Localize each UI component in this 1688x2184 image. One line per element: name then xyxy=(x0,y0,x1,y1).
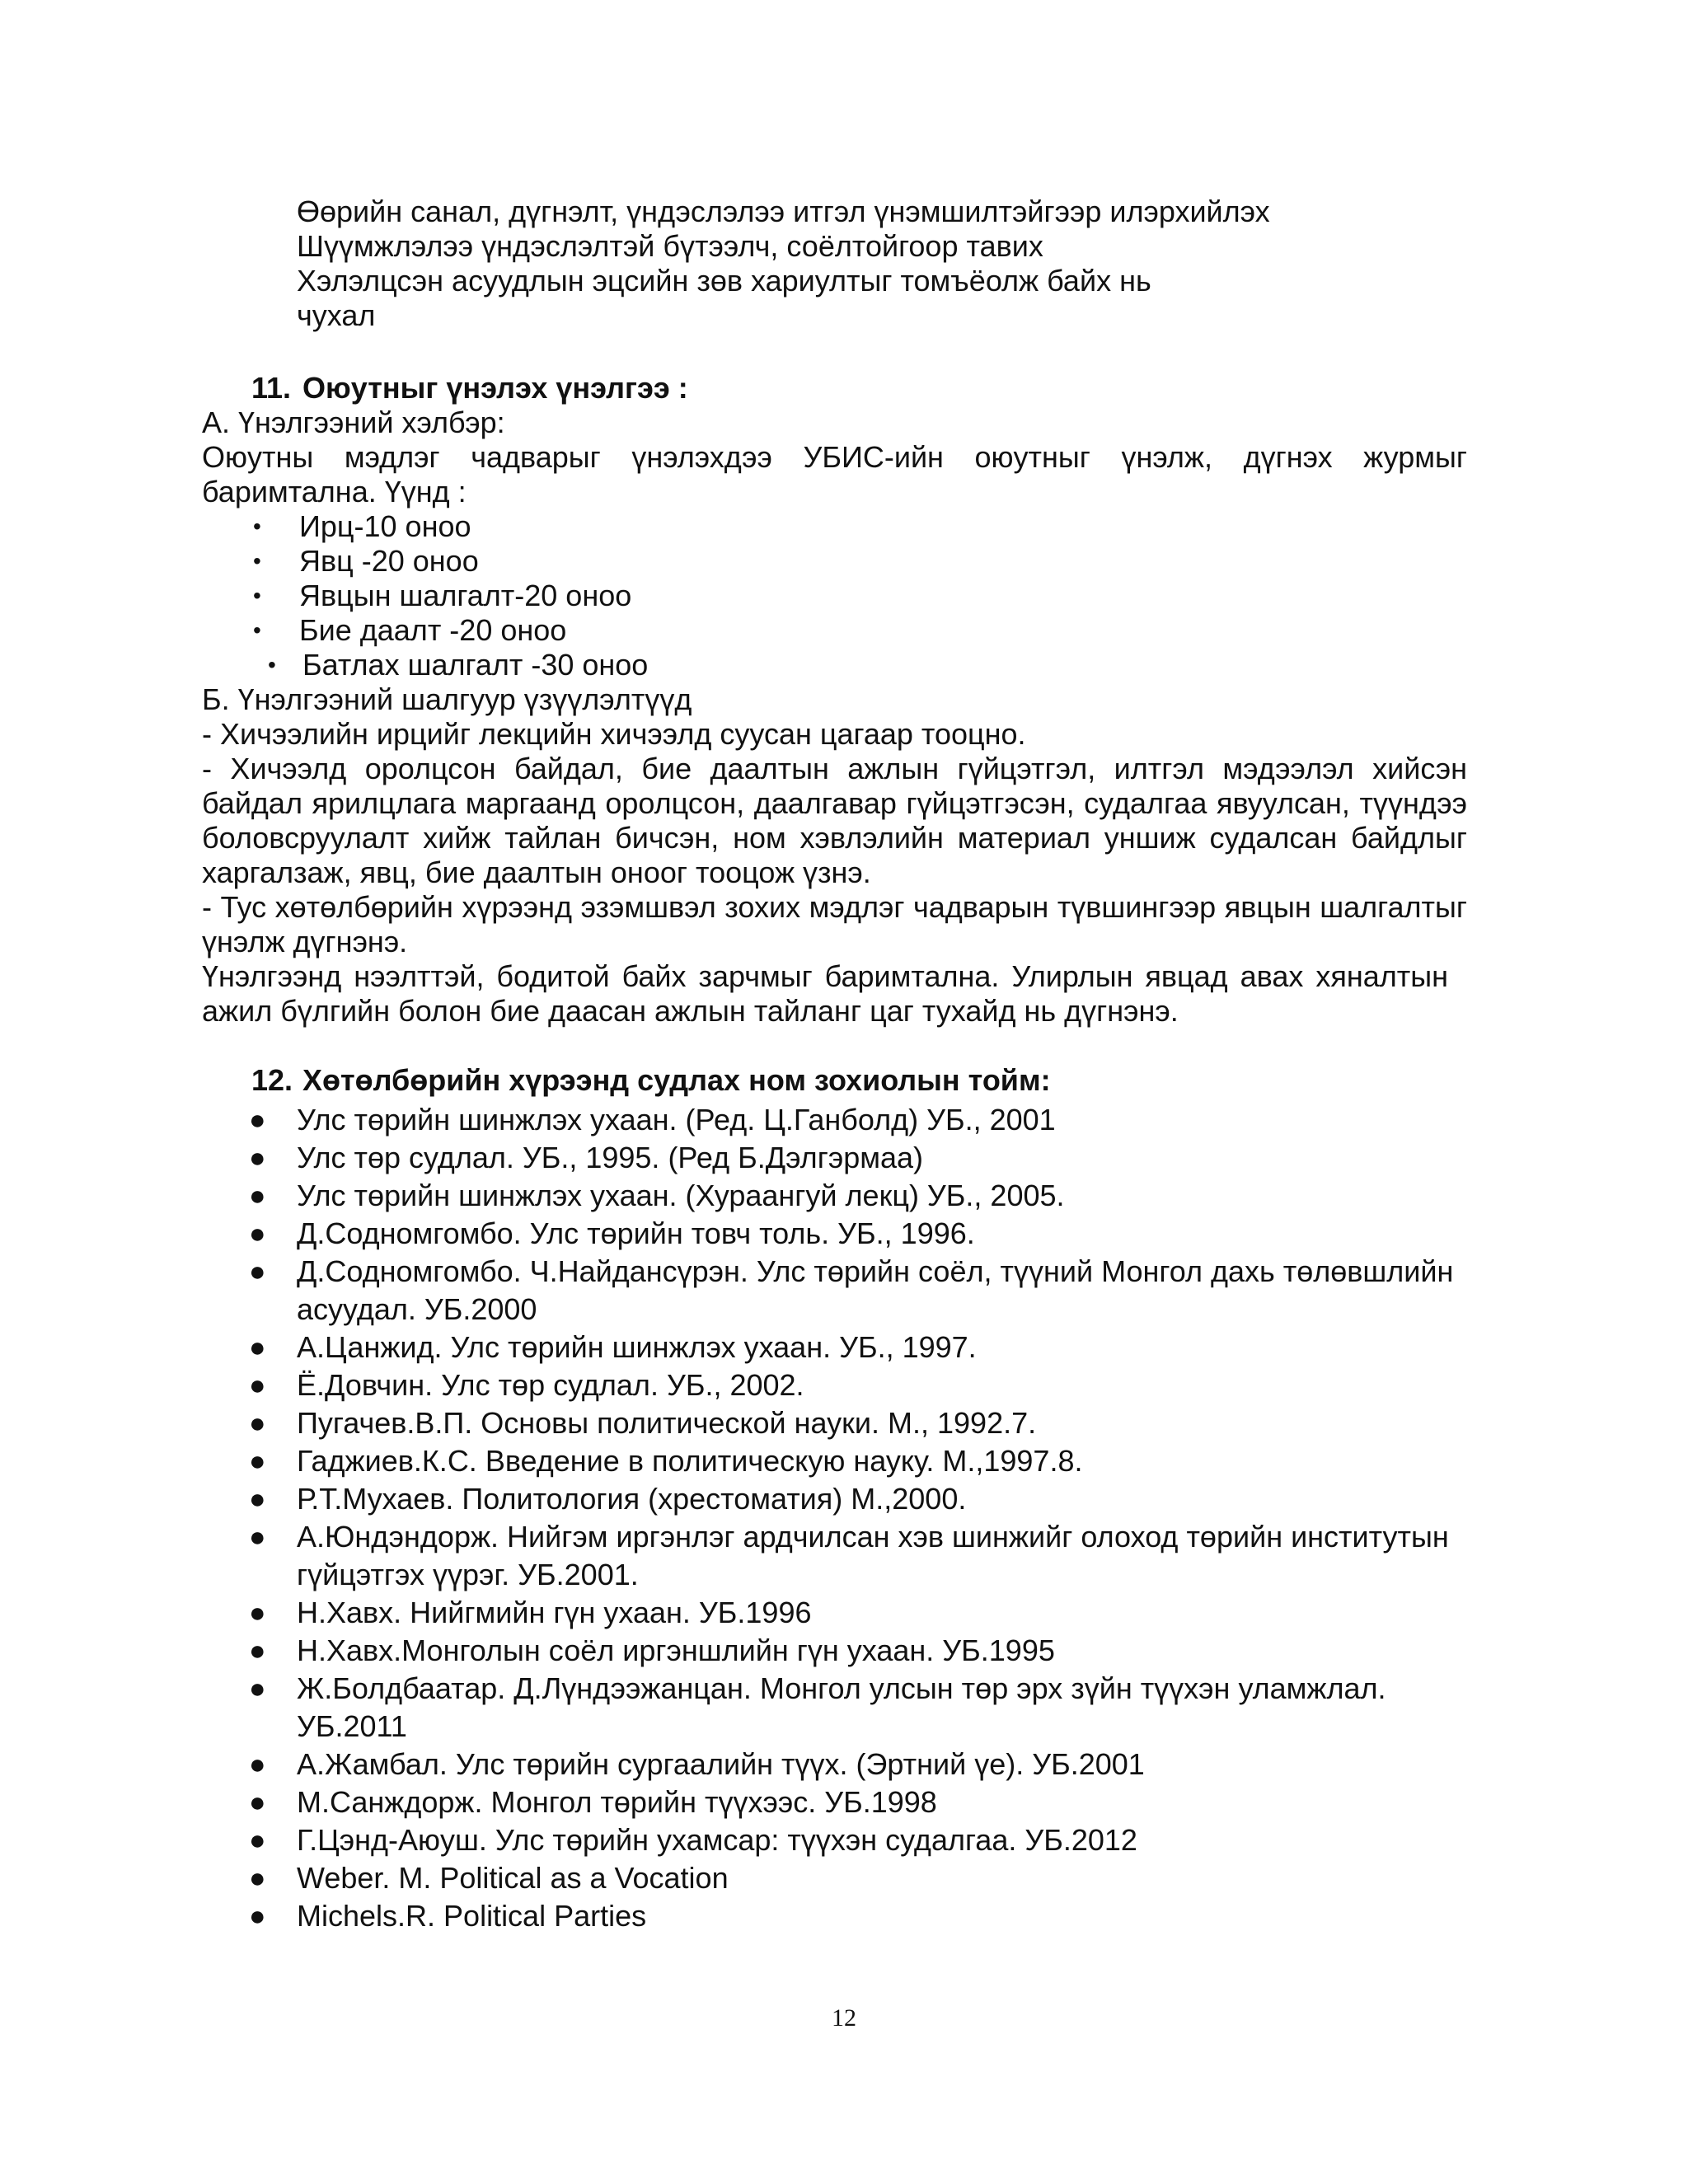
reference-item: ● Гаджиев.К.С. Введение в политическую науку. М.,1997.8. xyxy=(202,1442,1488,1480)
bullet-icon: ● xyxy=(249,1483,266,1515)
reference-item: ● А.Юндэндорж. Нийгэм иргэнлэг ардчилсан хэв шинжийг олоход төрийн институтын гүйцэтгэх үүрэг. УБ.2001. xyxy=(249,1520,1449,1591)
bullet-icon: ● xyxy=(249,1218,266,1249)
section-12-title: Хөтөлбөрийн хүрээнд судлах ном зохиолын тойм: xyxy=(302,1063,1051,1097)
intro-lines xyxy=(297,194,1533,333)
reference-item: ● Ж.Болдбаатар. Д.Лүндээжанцан. Монгол улсын төр эрх зүйн түүхэн уламжлал. УБ.2011 xyxy=(249,1671,1386,1743)
reference-item: ● Г.Цэнд-Аюуш. Улс төрийн ухамсар: түүхэн судалгаа. УБ.2012 xyxy=(202,1821,1488,1859)
intro-line: Шүүмжлэлээ үндэслэлтэй бүтээлч, соёлтойгоор тавих xyxy=(297,229,1043,263)
reference-item: ● Ё.Довчин. Улс төр судлал. УБ., 2002. xyxy=(202,1366,1488,1404)
bullet-icon: ● xyxy=(249,1635,266,1666)
bullet-icon: ● xyxy=(249,1900,266,1932)
section-12-number: 12. xyxy=(251,1063,293,1097)
bullet-icon: ● xyxy=(249,1408,266,1439)
subsection-b-title: Б. Үнэлгээний шалгуур үзүүлэлтүүд xyxy=(202,682,692,716)
intro-line: чухал xyxy=(297,298,376,332)
bullet-icon: • xyxy=(253,513,261,539)
page-number: 12 xyxy=(832,2004,856,2032)
section-11-title: Оюутныг үнэлэх үнэлгээ : xyxy=(302,371,688,405)
criteria-paragraph: - Хичээлд оролцсон байдал, бие даалтын ажлын гүйцэтгэл, илтгэл мэдээлэл хийсэн байдал ярилцлага маргаанд оролцсон, даалгавар гүйцэтгэсэн, судалгаа явуулсан, түүндээ боловсруулалт хийж тайлан бичсэн, ном хэвлэлийн материал уншиж судалсан байдлыг харгалзаж, явц, бие даалтын оноог тооцож үзнэ. xyxy=(202,752,1467,889)
reference-item: ● Р.Т.Мухаев. Политология (хрестоматия) М.,2000. xyxy=(202,1480,1488,1518)
bullet-icon: ● xyxy=(249,1142,266,1174)
bullet-icon: • xyxy=(268,652,276,677)
bullet-icon: ● xyxy=(249,1104,266,1136)
bullet-icon: ● xyxy=(249,1332,266,1363)
section-12-heading xyxy=(251,1063,1051,1098)
reference-list xyxy=(202,1101,1488,1935)
reference-item: ● Улс төрийн шинжлэх ухаан. (Ред. Ц.Ганболд) УБ., 2001 xyxy=(202,1101,1488,1139)
criteria-paragraph: - Хичээлийн ирцийг лекцийн хичээлд суусан цагаар тооцно. xyxy=(202,717,1026,751)
reference-item: ● А.Цанжид. Улс төрийн шинжлэх ухаан. УБ., 1997. xyxy=(202,1329,1488,1366)
bullet-icon: ● xyxy=(249,1749,266,1780)
criteria-paragraph: Үнэлгээнд нээлттэй, бодитой байх зарчмыг баримтална. Улирлын явцад авах хяналтын ажил бүлгийн болон бие даасан ажлын тайланг цаг тухайд нь дүгнэнэ. xyxy=(202,959,1448,1028)
reference-item: ● А.Жамбал. Улс төрийн сургаалийн түүх. (Эртний үе). УБ.2001 xyxy=(202,1746,1488,1783)
reference-item: ● Пугачев.В.П. Основы политической науки. М., 1992.7. xyxy=(202,1404,1488,1442)
criteria-paragraph: - Тус хөтөлбөрийн хүрээнд эзэмшвэл зохих мэдлэг чадварын түвшингээр явцын шалгалтыг үнэлж дүгнэнэ. xyxy=(202,890,1467,958)
reference-item: ● Д.Содномгомбо. Улс төрийн товч толь. УБ., 1996. xyxy=(202,1215,1488,1253)
bullet-icon: ● xyxy=(249,1256,266,1287)
bullet-icon: ● xyxy=(249,1180,266,1212)
section-11-heading xyxy=(251,371,688,405)
bullet-icon: ● xyxy=(249,1597,266,1629)
bullet-icon: ● xyxy=(249,1863,266,1894)
reference-item: ● Michels.R. Political Parties xyxy=(202,1897,1488,1935)
reference-item: ● Улс төрийн шинжлэх ухаан. (Хураангуй лекц) УБ., 2005. xyxy=(202,1177,1488,1215)
document-page: Өөрийн санал, дүгнэлт, үндэслэлээ итгэл үнэмшилтэйгээр илэрхийлэх Шүүмжлэлээ үндэслэлтэй бүтээлч, соёлтойгоор тавих Хэлэлцсэн асуудлын эцсийн зөв хариултыг томъёолж байх нь чухал 11. Оюутныг үнэлэх үнэлгээ : А. Үнэлгээний хэлбэр: Оюутны мэдлэг чадварыг үнэлэхдээ УБИС-ийн оюутныг үнэлж, дүгнэх журмыг баримтална. Үүнд : • Ирц-10 оноо • Явц -20 оноо • Явцын шалгалт-20 оноо • Бие даалт -20 оноо • Батлах шалгалт -30 оноо Б. Үнэлгээний шалгуур үзүүлэлтүүд - Хичээлийн ирцийг лекцийн хичээлд суусан цагаар тооцно. - Хичээлд оролцсон байдал, бие даалтын ажлын гүйцэтгэл, илтгэл мэдээлэл хийсэн байдал ярилцлага маргаанд оролцсон, даалгавар гүйцэтгэсэн, судалгаа явуулсан, түүндээ боловсруулалт хийж тайлан бичсэн, ном хэвлэлийн материал уншиж судалсан байдлыг харгалзаж, явц, бие даалтын оноог тооцож үзнэ. - Тус хөтөлбөрийн хүрээнд эзэмшвэл зохих мэдлэг чадварын түвшингээр явцын шалгалтыг үнэлж дүгнэнэ. Үнэлгээнд нээлттэй, бодитой байх зарчмыг баримтална. Улирлын явцад авах хяналтын ажил бүлгийн болон бие даасан ажлын тайланг цаг тухайд нь дүгнэнэ. 12. Хөтөлбөрийн хүрээнд судлах ном зохиолын тойм: ● Улс төрийн шинжлэх ухаан. (Ред. Ц.Ганболд) УБ., 2001 ● Улс төр судлал. УБ., 1995. (Ред Б.Дэлгэрмаа) ● Улс төрийн шинжлэх ухаан. (Хураангуй лекц) УБ., 2005. ● Д.Содномгомбо. Улс төрийн товч толь. УБ., 1996. ● Д.Содномгомбо. Ч.Найдансүрэн. Улс төрийн соёл, түүний Монгол дахь төлөвшлийн асуудал. УБ.2000 ● А.Цанжид. Улс төрийн шинжлэх ухаан. УБ., 1997. ● Ё.Довчин. Улс төр судлал. УБ., 2002. ● Пугачев.В.П. Основы политической науки. М., 1992.7. ● Гаджиев.К.С. Введение в политическую науку. М.,1997.8. ● Р.Т.Мухаев. Политология (хрестоматия) М.,2000. ● А.Юндэндорж. Нийгэм иргэнлэг ардчилсан хэв шинжийг олоход төрийн институтын гүйцэтгэх үүрэг. УБ.2001. ● Н.Хавх. Нийгмийн гүн ухаан. УБ.1996 ● Н.Хавх.Монголын соёл иргэншлийн гүн ухаан. УБ.1995 ● Ж.Болдбаатар. Д.Лүндээжанцан. Монгол улсын төр эрх зүйн түүхэн уламжлал. УБ.2011 ● А.Жамбал. Улс төрийн сургаалийн түүх. (Эртний үе). УБ.2001 ● М.Санждорж. Монгол төрийн түүхээс. УБ.1998 ● Г.Цэнд-Аюуш. Улс төрийн ухамсар: түүхэн судалгаа. УБ.2012 ● Weber. M. Political as a Vocation ● Michels.R. Political Parties 12 xyxy=(0,0,1688,2184)
bullet-icon: ● xyxy=(249,1673,266,1704)
assessment-paragraph-line: баримтална. Үүнд : xyxy=(202,475,467,509)
reference-item: ● Улс төр судлал. УБ., 1995. (Ред Б.Дэлгэрмаа) xyxy=(202,1139,1488,1177)
bullet-icon: ● xyxy=(249,1370,266,1401)
bullet-icon: ● xyxy=(249,1521,266,1553)
assessment-paragraph-line: Оюутны мэдлэг чадварыг үнэлэхдээ УБИС-ийн оюутныг үнэлж, дүгнэх журмыг xyxy=(202,440,1467,474)
bullet-icon: • xyxy=(253,548,261,574)
reference-item: ● Н.Хавх. Нийгмийн гүн ухаан. УБ.1996 xyxy=(202,1594,1488,1632)
bullet-icon: • xyxy=(253,617,261,643)
reference-item: ● М.Санждорж. Монгол төрийн түүхээс. УБ.1998 xyxy=(202,1783,1488,1821)
reference-item: ● Weber. M. Political as a Vocation xyxy=(202,1859,1488,1897)
bullet-icon: • xyxy=(253,583,261,608)
criteria-section xyxy=(202,682,1467,1029)
bullet-icon: ● xyxy=(249,1825,266,1856)
intro-line: Хэлэлцсэн асуудлын эцсийн зөв хариултыг томъёолж байх нь xyxy=(297,264,1151,298)
section-11-intro xyxy=(202,405,1467,509)
section-11-number: 11. xyxy=(251,371,292,405)
reference-item: ● Н.Хавх.Монголын соёл иргэншлийн гүн ухаан. УБ.1995 xyxy=(202,1632,1488,1670)
reference-item: ● Д.Содномгомбо. Ч.Найдансүрэн. Улс төрийн соёл, түүний Монгол дахь төлөвшлийн асуудал. УБ.2000 xyxy=(249,1254,1454,1326)
subsection-a-title: А. Үнэлгээний хэлбэр: xyxy=(202,405,505,439)
bullet-icon: ● xyxy=(249,1787,266,1818)
intro-line: Өөрийн санал, дүгнэлт, үндэслэлээ итгэл үнэмшилтэйгээр илэрхийлэх xyxy=(297,194,1270,228)
bullet-icon: ● xyxy=(249,1446,266,1477)
